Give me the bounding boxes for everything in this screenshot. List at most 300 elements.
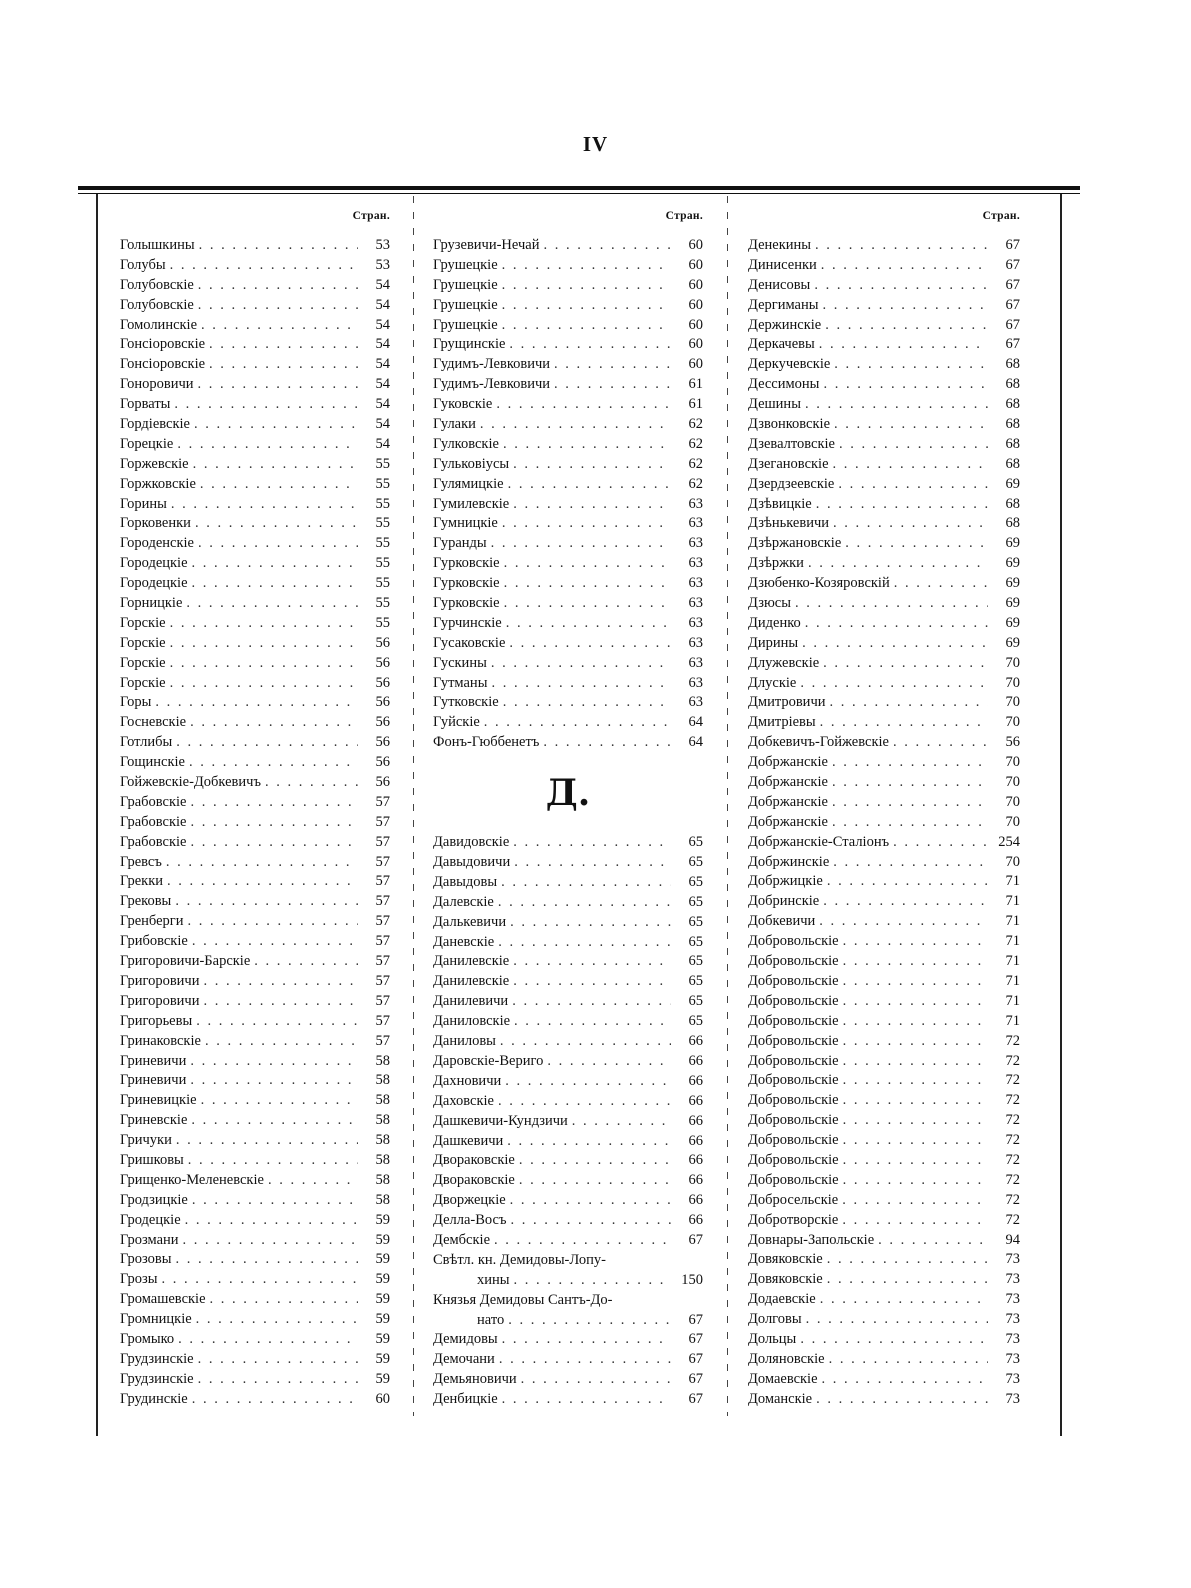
dot-leader <box>820 713 988 733</box>
entry-name: Грудинскіе <box>120 1390 188 1407</box>
entry-name: Далевскіе <box>433 893 494 910</box>
entry-name: Грабовскіе <box>120 813 187 830</box>
entry-page: 59 <box>375 1370 390 1387</box>
entry-name: хины <box>477 1271 510 1288</box>
index-entry <box>433 614 703 634</box>
index-entry <box>748 1231 1020 1251</box>
dot-leader <box>823 654 988 674</box>
entry-name: Добринскіе <box>748 893 820 910</box>
dot-leader <box>200 475 358 495</box>
entry-name: Грудзинскіе <box>120 1350 194 1367</box>
entry-page: 67 <box>1005 296 1020 313</box>
entry-page: 53 <box>375 256 390 273</box>
entry-name: Даровскіе-Вериго <box>433 1052 544 1069</box>
dot-leader <box>839 435 988 455</box>
entry-page: 65 <box>688 953 703 970</box>
entry-name: Горскіе <box>120 614 166 631</box>
entry-name: Гудимъ-Левковичи <box>433 356 551 373</box>
entry-page: 65 <box>688 973 703 990</box>
dot-leader <box>192 932 358 952</box>
dot-leader <box>823 892 988 912</box>
entry-name: Данилевскіе <box>433 953 510 970</box>
entry-name: Громашевскіе <box>120 1291 206 1308</box>
index-entry <box>120 753 390 773</box>
index-entry <box>748 1171 1020 1191</box>
dot-leader <box>823 375 988 395</box>
entry-page: 73 <box>1005 1251 1020 1268</box>
entry-list <box>433 833 703 1410</box>
entry-name: Демочани <box>433 1351 495 1368</box>
entry-name: Грузевичи-Нечай <box>433 236 540 253</box>
entry-name: Дзѣржановскіе <box>748 535 842 552</box>
index-column-3 <box>748 210 1020 1410</box>
index-entry <box>120 514 390 534</box>
entry-page: 70 <box>1005 813 1020 830</box>
dot-leader <box>805 395 988 415</box>
index-entry <box>433 1390 703 1410</box>
dot-leader <box>175 892 358 912</box>
index-entry <box>120 1290 390 1310</box>
entry-page: 59 <box>375 1291 390 1308</box>
entry-name: Гришковы <box>120 1151 184 1168</box>
entry-name: Длускіе <box>748 674 797 691</box>
entry-page: 70 <box>1005 674 1020 691</box>
dot-leader <box>203 972 358 992</box>
dot-leader <box>161 1270 358 1290</box>
dot-leader <box>268 1171 358 1191</box>
entry-name: Горины <box>120 495 167 512</box>
entry-page: 62 <box>688 475 703 492</box>
entry-page: 56 <box>375 674 390 691</box>
index-entry <box>748 1270 1020 1290</box>
index-entry <box>120 793 390 813</box>
dot-leader <box>843 1111 988 1131</box>
dot-leader <box>188 912 359 932</box>
entry-page: 55 <box>375 535 390 552</box>
index-entry <box>433 495 703 515</box>
entry-name: Гумницкіе <box>433 515 498 532</box>
entry-page: 58 <box>375 1092 390 1109</box>
entry-name: Гричуки <box>120 1132 172 1149</box>
entry-name: Дзѣнькевичи <box>748 515 830 532</box>
dot-leader <box>815 236 988 256</box>
entry-page: 66 <box>688 1033 703 1050</box>
entry-name: Гриневицкіе <box>120 1092 197 1109</box>
index-entry <box>748 793 1020 813</box>
index-entry <box>433 1052 703 1072</box>
entry-name: Фонъ-Гюббенетъ <box>433 734 540 751</box>
index-entry <box>120 833 390 853</box>
entry-page: 71 <box>1005 972 1020 989</box>
entry-name: Грушецкіе <box>433 276 498 293</box>
index-entry <box>748 813 1020 833</box>
index-entry <box>120 475 390 495</box>
entry-page: 150 <box>681 1271 703 1288</box>
index-entry <box>120 1052 390 1072</box>
entry-page: 65 <box>688 993 703 1010</box>
dot-leader <box>843 1032 988 1052</box>
dot-leader <box>193 455 358 475</box>
column-divider-2 <box>727 196 728 1416</box>
entry-page: 69 <box>1005 575 1020 592</box>
index-entry <box>120 1350 390 1370</box>
dot-leader <box>210 1290 358 1310</box>
entry-page: 57 <box>375 873 390 890</box>
index-entry <box>120 1191 390 1211</box>
index-entry <box>748 1131 1020 1151</box>
entry-page: 70 <box>1005 793 1020 810</box>
entry-name: Горжевскіе <box>120 455 189 472</box>
entry-name: Грабовскіе <box>120 833 187 850</box>
entry-page: 60 <box>688 316 703 333</box>
entry-page: 65 <box>688 834 703 851</box>
index-entry <box>120 1270 390 1290</box>
entry-name: Довяковскіе <box>748 1271 823 1288</box>
index-entry <box>748 514 1020 534</box>
index-entry <box>120 952 390 972</box>
index-entry <box>120 256 390 276</box>
entry-page: 72 <box>1005 1032 1020 1049</box>
entry-page: 55 <box>375 575 390 592</box>
entry-name: Дзвонковскіе <box>748 416 831 432</box>
entry-page: 67 <box>688 1351 703 1368</box>
entry-name: Денисовы <box>748 276 811 293</box>
index-entry <box>433 415 703 435</box>
entry-name: Доманскіе <box>748 1390 813 1407</box>
entry-page: 57 <box>375 953 390 970</box>
entry-name: Горницкіе <box>120 595 183 612</box>
index-entry <box>748 1191 1020 1211</box>
index-entry <box>748 853 1020 873</box>
dot-leader <box>509 634 671 654</box>
dot-leader <box>805 614 988 634</box>
index-entry <box>748 1330 1020 1350</box>
index-entry <box>120 1071 390 1091</box>
entry-page: 60 <box>375 1390 390 1407</box>
dot-leader <box>843 932 988 952</box>
index-entry <box>748 1250 1020 1270</box>
index-entry <box>433 455 703 475</box>
index-entry <box>433 514 703 534</box>
dot-leader <box>201 1091 358 1111</box>
entry-page: 68 <box>1005 376 1020 393</box>
entry-name: Горжковскіе <box>120 475 196 492</box>
dot-leader <box>176 1131 358 1151</box>
entry-page: 57 <box>375 1032 390 1049</box>
index-entry <box>120 634 390 654</box>
entry-name: Демидовы <box>433 1331 498 1348</box>
dot-leader <box>830 693 989 713</box>
entry-name: Голышкины <box>120 236 195 253</box>
right-border <box>1060 194 1062 1436</box>
entry-page: 63 <box>688 674 703 691</box>
entry-name: Добржанскіе <box>748 774 828 791</box>
index-entry <box>748 654 1020 674</box>
entry-name: Грибовскіе <box>120 933 188 950</box>
column-header: Стран. <box>352 210 390 222</box>
entry-page: 64 <box>688 734 703 751</box>
entry-page: 68 <box>1005 495 1020 512</box>
entry-page: 65 <box>688 1013 703 1030</box>
entry-page: 67 <box>688 1311 703 1328</box>
dot-leader <box>503 693 671 713</box>
entry-name: Добровольскіе <box>748 1012 839 1029</box>
index-entry <box>748 1290 1020 1310</box>
entry-name: Добржинскіе <box>748 853 830 870</box>
index-entry <box>748 455 1020 475</box>
index-entry <box>433 1132 703 1152</box>
index-entry <box>120 1171 390 1191</box>
dot-leader <box>833 455 988 475</box>
index-entry <box>120 236 390 256</box>
dot-leader <box>513 455 671 475</box>
index-entry <box>748 634 1020 654</box>
dot-leader <box>265 773 358 793</box>
dot-leader <box>496 395 671 415</box>
dot-leader <box>510 913 671 933</box>
dot-leader <box>843 1071 988 1091</box>
dot-leader <box>510 1211 671 1231</box>
entry-page: 65 <box>688 893 703 910</box>
index-entry <box>120 1012 390 1032</box>
index-entry <box>120 594 390 614</box>
dot-leader <box>186 594 358 614</box>
dot-leader <box>491 534 671 554</box>
dot-leader <box>185 1211 358 1231</box>
dot-leader <box>832 773 988 793</box>
dot-leader <box>203 992 358 1012</box>
entry-name: Добкевичъ-Гойжевскіе <box>748 734 889 751</box>
dot-leader <box>819 912 988 932</box>
index-entry <box>433 674 703 694</box>
entry-list <box>433 236 703 753</box>
entry-page: 61 <box>688 396 703 413</box>
dot-leader <box>802 634 988 654</box>
entry-name: Далькевичи <box>433 913 507 930</box>
dot-leader <box>513 833 671 853</box>
entry-name: Добровольскіе <box>748 953 839 970</box>
entry-page: 73 <box>1005 1330 1020 1347</box>
entry-page: 57 <box>375 972 390 989</box>
entry-page: 59 <box>375 1330 390 1347</box>
entry-name: Гордіевскіе <box>120 416 190 432</box>
entry-name: Деркачевы <box>748 336 815 353</box>
index-entry <box>748 1350 1020 1370</box>
dot-leader <box>170 674 358 694</box>
entry-page: 56 <box>375 694 390 711</box>
dot-leader <box>196 1310 358 1330</box>
dot-leader <box>190 1052 358 1072</box>
dot-leader <box>504 554 671 574</box>
index-entry <box>748 256 1020 276</box>
index-entry <box>433 893 703 913</box>
entry-name: Добровольскіе <box>748 1151 839 1168</box>
index-entry <box>748 395 1020 415</box>
dot-leader <box>191 833 359 853</box>
entry-page: 55 <box>375 495 390 512</box>
top-rule-thick <box>78 186 1080 190</box>
entry-name: Додаевскіе <box>748 1291 816 1308</box>
entry-name: Двораковскіе <box>433 1152 515 1169</box>
dot-leader <box>176 733 358 753</box>
index-entry <box>433 435 703 455</box>
index-entry <box>433 1271 703 1291</box>
index-entry <box>120 654 390 674</box>
entry-page: 69 <box>1005 614 1020 631</box>
dot-leader <box>192 554 358 574</box>
entry-page: 56 <box>375 714 390 731</box>
dot-leader <box>827 1250 988 1270</box>
dot-leader <box>190 1071 358 1091</box>
index-entry <box>433 534 703 554</box>
entry-name: Добровольскіе <box>748 933 839 950</box>
index-entry <box>120 375 390 395</box>
index-entry <box>120 355 390 375</box>
entry-page: 65 <box>688 913 703 930</box>
entry-page: 72 <box>1005 1112 1020 1129</box>
dot-leader <box>191 793 359 813</box>
index-entry <box>433 1211 703 1231</box>
index-entry <box>120 276 390 296</box>
index-entry <box>120 495 390 515</box>
index-entry <box>748 1310 1020 1330</box>
entry-name: Добржанскіе-Сталіонъ <box>748 833 890 850</box>
entry-name: Дирины <box>748 634 799 651</box>
index-entry <box>120 873 390 893</box>
dot-leader <box>198 375 358 395</box>
entry-page: 65 <box>688 873 703 890</box>
dot-leader <box>209 355 358 375</box>
dot-leader <box>547 1052 671 1072</box>
dot-leader <box>843 1151 988 1171</box>
entry-name: Городецкіе <box>120 555 188 572</box>
dot-leader <box>543 236 671 256</box>
entry-name: Гринаковскіе <box>120 1032 201 1049</box>
dot-leader <box>494 1231 671 1251</box>
entry-name: Гренберги <box>120 913 184 930</box>
entry-page: 73 <box>1005 1350 1020 1367</box>
entry-page: 59 <box>375 1211 390 1228</box>
index-entry <box>433 972 703 992</box>
dot-leader <box>893 733 988 753</box>
entry-page: 72 <box>1005 1171 1020 1188</box>
dot-leader <box>503 435 671 455</box>
dot-leader <box>167 872 358 892</box>
entry-page: 66 <box>688 1092 703 1109</box>
entry-page: 67 <box>688 1331 703 1348</box>
entry-page: 55 <box>375 595 390 612</box>
section-letter: Д. <box>545 772 591 815</box>
entry-name: Гоноровичи <box>120 376 194 393</box>
index-entry <box>748 554 1020 574</box>
dot-leader <box>491 654 671 674</box>
entry-name: Гульковіусы <box>433 455 510 472</box>
index-entry <box>433 1251 703 1271</box>
entry-name: Дзѣржки <box>748 555 804 572</box>
index-entry <box>433 1330 703 1350</box>
dot-leader <box>198 1350 358 1370</box>
entry-page: 71 <box>1005 933 1020 950</box>
entry-list <box>748 236 1020 1410</box>
entry-page: 57 <box>375 933 390 950</box>
entry-name: Долговы <box>748 1311 802 1328</box>
entry-name: Громницкіе <box>120 1311 192 1328</box>
dot-leader <box>170 654 358 674</box>
dot-leader <box>843 972 988 992</box>
index-entry <box>433 1191 703 1211</box>
entry-page: 69 <box>1005 535 1020 552</box>
entry-name: Городецкіе <box>120 575 188 592</box>
entry-page: 59 <box>375 1231 390 1248</box>
entry-name: Дзевалтовскіе <box>748 435 835 452</box>
index-entry <box>748 1091 1020 1111</box>
entry-name: Данилевичи <box>433 993 509 1010</box>
entry-page: 66 <box>688 1072 703 1089</box>
entry-name: Гусаковскіе <box>433 634 506 651</box>
entry-page: 68 <box>1005 455 1020 472</box>
entry-page: 67 <box>688 1371 703 1388</box>
index-entry <box>433 733 703 753</box>
entry-page: 66 <box>688 1132 703 1149</box>
entry-name: Горскіе <box>120 674 166 691</box>
index-entry <box>120 813 390 833</box>
index-column-2 <box>433 210 703 1410</box>
dot-leader <box>191 1111 358 1131</box>
index-entry <box>748 773 1020 793</box>
entry-name: Голубы <box>120 256 166 273</box>
dot-leader <box>806 1310 988 1330</box>
entry-name: Денекины <box>748 236 812 253</box>
dot-leader <box>502 316 671 336</box>
entry-name: Горы <box>120 694 152 711</box>
index-entry <box>748 495 1020 515</box>
entry-name: Гуранды <box>433 535 487 552</box>
entry-name: Держинскіе <box>748 316 822 333</box>
index-entry <box>748 614 1020 634</box>
entry-name: Дешины <box>748 396 801 413</box>
dot-leader <box>513 495 671 515</box>
index-entry <box>433 1072 703 1092</box>
entry-name: Григоровичи <box>120 972 200 989</box>
entry-name: Диденко <box>748 614 801 631</box>
entry-name: Добровольскіе <box>748 992 839 1009</box>
index-entry <box>120 693 390 713</box>
entry-name: Грущинскіе <box>433 336 506 353</box>
column-header: Стран. <box>982 210 1020 222</box>
dot-leader <box>833 514 988 534</box>
dot-leader <box>198 276 358 296</box>
entry-page: 54 <box>375 396 390 413</box>
entry-name: Грекки <box>120 873 164 890</box>
entry-name: Грищенко-Меленевскіе <box>120 1171 264 1188</box>
dot-leader <box>832 813 988 833</box>
entry-page: 68 <box>1005 515 1020 532</box>
entry-page: 73 <box>1005 1271 1020 1288</box>
top-rule-thin <box>78 193 1080 194</box>
index-entry <box>433 1032 703 1052</box>
index-entry <box>433 1350 703 1370</box>
index-entry <box>433 355 703 375</box>
entry-page: 58 <box>375 1132 390 1149</box>
index-entry <box>748 355 1020 375</box>
dot-leader <box>196 1012 358 1032</box>
entry-page: 59 <box>375 1271 390 1288</box>
entry-name: Даниловскіе <box>433 1013 511 1030</box>
entry-page: 58 <box>375 1151 390 1168</box>
entry-page: 57 <box>375 833 390 850</box>
dot-leader <box>843 952 988 972</box>
dot-leader <box>843 1052 988 1072</box>
